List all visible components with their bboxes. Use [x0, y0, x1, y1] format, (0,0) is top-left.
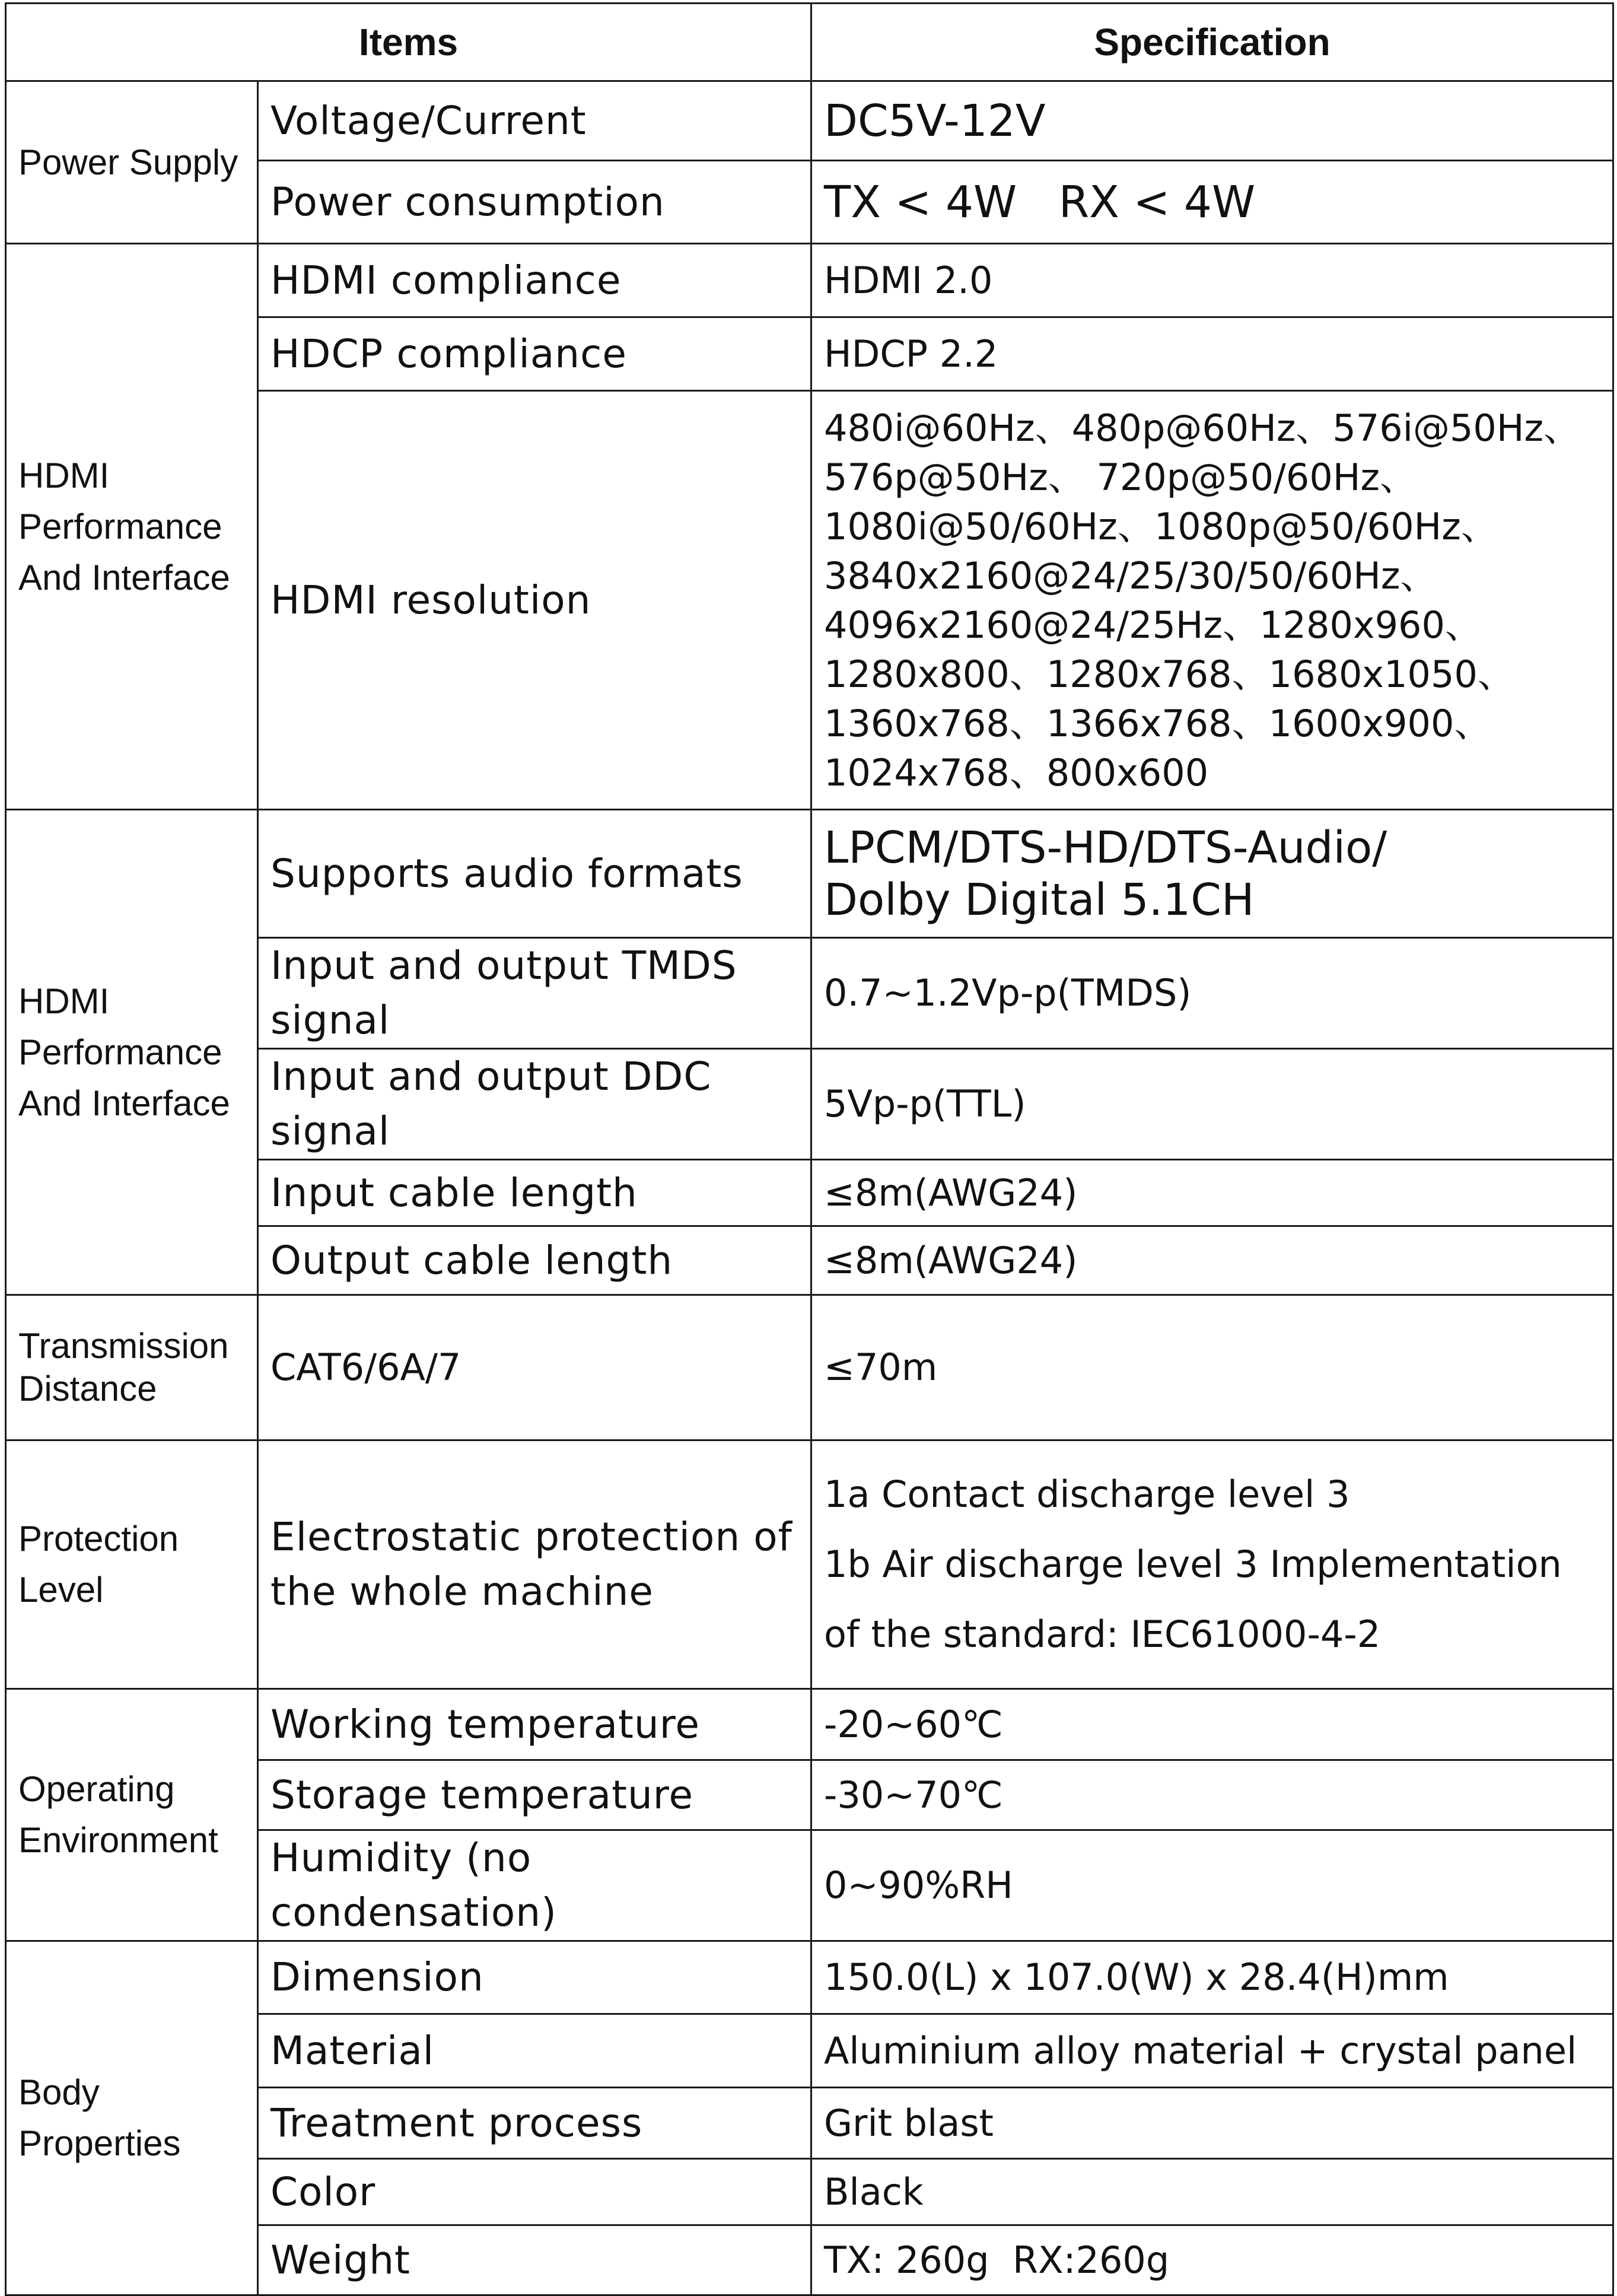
resolution-line: 576p@50Hz、 720p@50/60Hz、 — [824, 455, 1417, 499]
item-hdmi-compliance: HDMI compliance — [258, 244, 811, 317]
category-label-line: Performance — [18, 506, 222, 546]
item-power-consumption: Power consumption — [258, 161, 811, 244]
specification-header: Specification — [811, 4, 1613, 81]
item-input-cable-length: Input cable length — [258, 1160, 811, 1226]
resolution-line: 4096x2160@24/25Hz、1280x960、 — [824, 603, 1482, 647]
value-transmission-distance: ≤70m — [811, 1295, 1613, 1440]
category-label-line: Properties — [18, 2123, 181, 2163]
esd-value-line: 1b Air discharge level 3 Implementation — [824, 1543, 1562, 1586]
esd-label-line: Electrostatic protection of — [270, 1514, 792, 1560]
category-label-line: Transmission — [18, 1326, 229, 1366]
resolution-line: 1280x800、1280x768、1680x1050、 — [824, 652, 1514, 696]
category-label-line: Performance — [18, 1032, 222, 1072]
value-weight: TX: 260g RX:260g — [811, 2225, 1613, 2295]
value-hdcp-compliance: HDCP 2.2 — [811, 317, 1613, 391]
table-row — [6, 810, 1613, 938]
table-row — [6, 1440, 1613, 1689]
category-operating-environment — [6, 1689, 258, 1941]
table-row — [6, 244, 1613, 317]
resolution-line: 1360x768、1366x768、1600x900、 — [824, 701, 1491, 745]
value-treatment-process: Grit blast — [811, 2088, 1613, 2159]
category-transmission-distance — [6, 1295, 258, 1440]
audio-format-line: Dolby Digital 5.1CH — [824, 874, 1255, 926]
resolution-line: 3840x2160@24/25/30/50/60Hz、 — [824, 554, 1437, 597]
item-material: Material — [258, 2014, 811, 2088]
item-working-temperature: Working temperature — [258, 1689, 811, 1760]
spec-table — [5, 2, 1614, 2296]
item-audio-formats: Supports audio formats — [258, 810, 811, 938]
value-ddc-signal: 5Vp-p(TTL) — [811, 1049, 1613, 1160]
item-cat-cable: CAT6/6A/7 — [258, 1295, 811, 1440]
category-label-line: And Interface — [18, 557, 230, 597]
category-hdmi-performance-2 — [6, 810, 258, 1295]
item-humidity: Humidity (no condensation) — [258, 1830, 811, 1941]
category-label-line: HDMI — [18, 455, 110, 495]
value-power-consumption: TX < 4W RX < 4W — [811, 161, 1613, 244]
esd-value-line: of the standard: IEC61000-4-2 — [824, 1613, 1381, 1656]
item-tmds-signal: Input and output TMDS signal — [258, 938, 811, 1049]
value-color: Black — [811, 2159, 1613, 2225]
items-header: Items — [6, 4, 811, 81]
category-label-line: Level — [18, 1570, 104, 1610]
value-material: Aluminium alloy material + crystal panel — [811, 2014, 1613, 2088]
item-hdmi-resolution: HDMI resolution — [258, 391, 811, 810]
table-row — [6, 1689, 1613, 1760]
value-audio-formats — [811, 810, 1613, 938]
esd-label-line: the whole machine — [270, 1569, 654, 1614]
item-electrostatic-protection — [258, 1440, 811, 1689]
table-row — [6, 1941, 1613, 2014]
category-label-line: HDMI — [18, 981, 110, 1021]
resolution-line: 1024x768、800x600 — [824, 751, 1209, 794]
item-output-cable-length: Output cable length — [258, 1226, 811, 1295]
audio-format-line: LPCM/DTS-HD/DTS-Audio/ — [824, 822, 1387, 873]
item-treatment-process: Treatment process — [258, 2088, 811, 2159]
item-hdcp-compliance: HDCP compliance — [258, 317, 811, 391]
category-label-line: And Interface — [18, 1083, 230, 1123]
value-tmds-signal: 0.7~1.2Vp-p(TMDS) — [811, 938, 1613, 1049]
category-label-line: Operating — [18, 1769, 175, 1809]
category-label-line: Protection — [18, 1519, 179, 1559]
item-weight: Weight — [258, 2225, 811, 2295]
category-power-supply — [6, 81, 258, 244]
value-hdmi-compliance: HDMI 2.0 — [811, 244, 1613, 317]
value-storage-temperature: -30~70℃ — [811, 1760, 1613, 1830]
header-row — [6, 4, 1613, 81]
value-hdmi-resolution — [811, 391, 1613, 810]
value-electrostatic-protection — [811, 1440, 1613, 1689]
item-ddc-signal: Input and output DDC signal — [258, 1049, 811, 1160]
category-body-properties — [6, 1941, 258, 2295]
category-label-line: Body — [18, 2072, 100, 2112]
table-row — [6, 81, 1613, 161]
value-working-temperature: -20~60℃ — [811, 1689, 1613, 1760]
category-label-line: Environment — [18, 1820, 218, 1860]
category-protection-level — [6, 1440, 258, 1689]
category-hdmi-performance — [6, 244, 258, 810]
value-input-cable-length: ≤8m(AWG24) — [811, 1160, 1613, 1226]
resolution-line: 480i@60Hz、480p@60Hz、576i@50Hz、 — [824, 406, 1580, 450]
resolution-line: 1080i@50/60Hz、1080p@50/60Hz、 — [824, 504, 1498, 548]
value-dimension: 150.0(L) x 107.0(W) x 28.4(H)mm — [811, 1941, 1613, 2014]
table-row — [6, 1295, 1613, 1440]
item-voltage-current: Voltage/Current — [258, 81, 811, 161]
value-voltage-current: DC5V-12V — [811, 81, 1613, 161]
category-label-line: Distance — [18, 1369, 157, 1408]
value-output-cable-length: ≤8m(AWG24) — [811, 1226, 1613, 1295]
esd-value-line: 1a Contact discharge level 3 — [824, 1473, 1350, 1516]
item-color: Color — [258, 2159, 811, 2225]
item-dimension: Dimension — [258, 1941, 811, 2014]
category-label: Power Supply — [18, 142, 238, 182]
item-storage-temperature: Storage temperature — [258, 1760, 811, 1830]
value-humidity: 0~90%RH — [811, 1830, 1613, 1941]
